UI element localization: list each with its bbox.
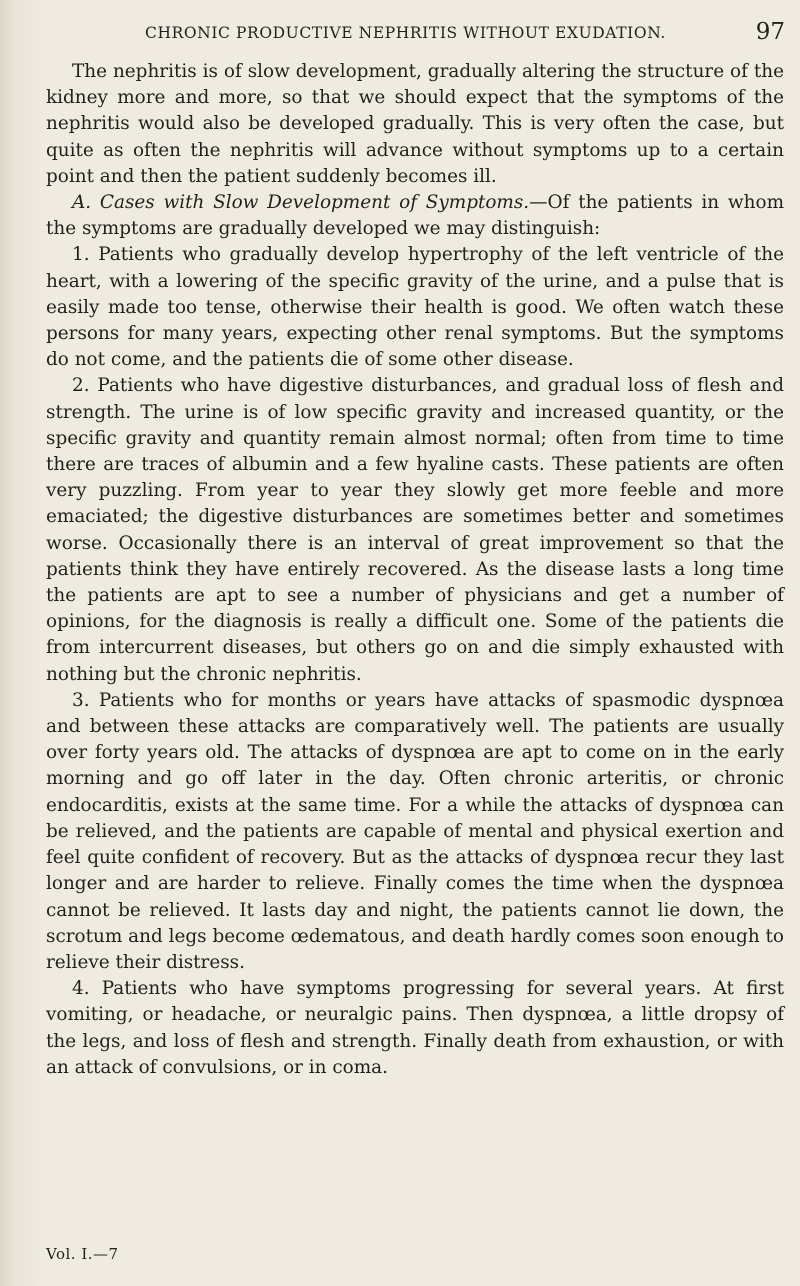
- section-label: A.: [72, 192, 92, 214]
- paragraph-item-3: 3. Patients who for months or years have attacks of spasmodic dyspnœa and between these attacks are comparatively well. The patients are usually over forty years old. The attacks of dyspnœa are apt to come on in the early morning and go off later in the day. Often chronic arteritis, or chronic endocarditis, exists at the same time. For a while the attacks of dyspnœa can be relieved, and the patients are capable of mental and physical exertion and feel quite confident of recovery. But as the attacks of dyspnœa recur they last longer and are harder to relieve. Finally comes the time when the dyspnœa cannot be relieved. It lasts day and night, the patients cannot lie down, the scrotum and legs become œdematous, and death hardly comes soon enough to relieve their distress.: [46, 689, 784, 973]
- section-intro-text: —Of the patients in whom the symptoms are gradually developed we may distinguish:: [46, 192, 785, 240]
- paragraph-item-1: 1. Patients who gradually develop hypertrophy of the left ventricle of the heart, with a lowering of the specific gravity of the urine, and a pulse that is easily made too tense, otherwise their health is good. We often watch these persons for many years, expecting other renal symptoms. But the symptoms do not come, and the patients die of some other disease.: [46, 244, 784, 371]
- paragraph-item-2: 2. Patients who have digestive disturbances, and gradual loss of flesh and strength. The urine is of low specific gravity and increased quantity, or the specific gravity and quantity remain almost normal; often from time to time there are traces of albumin and a few hyaline casts. These patients are often very puzzling. From year to year they slowly get more feeble and more emaciated; the digestive disturbances are sometimes better and sometimes worse. Occasionally there is an interval of great improvement so that the patients think they have entirely recovered. As the disease lasts a long time the patients are apt to see a number of physicians and get a number of opinions, for the diagnosis is really a difficult one. Some of the patients die from intercurrent diseases, but others go on and die simply exhausted with nothing but the chronic nephritis.: [46, 375, 784, 685]
- paragraph-intro: The nephritis is of slow development, gradually altering the structure of the kidney more and more, so that we should expect that the symptoms of the nephritis would also be developed gradually. This is very often the case, but quite as often the nephritis will advance without symptoms up to a certain point and then the patient suddenly becomes ill.: [46, 61, 784, 187]
- section-heading: Cases with Slow Development of Symptoms.: [99, 192, 530, 214]
- running-head: CHRONIC PRODUCTIVE NEPHRITIS WITHOUT EXUDATION.: [145, 24, 666, 42]
- paragraph-item-4: 4. Patients who have symptoms progressing for several years. At first vomiting, or headache, or neuralgic pains. Then dyspnœa, a little dropsy of the legs, and loss of flesh and strength. Finally death from exhaustion, or with an attack of convulsions, or in coma.: [46, 978, 784, 1078]
- body-text: [46, 59, 784, 1081]
- volume-signature: Vol. I.—7: [46, 1245, 119, 1263]
- paragraph-section-a: [46, 190, 784, 242]
- page-number: 97: [755, 19, 785, 45]
- page-header: [145, 19, 785, 48]
